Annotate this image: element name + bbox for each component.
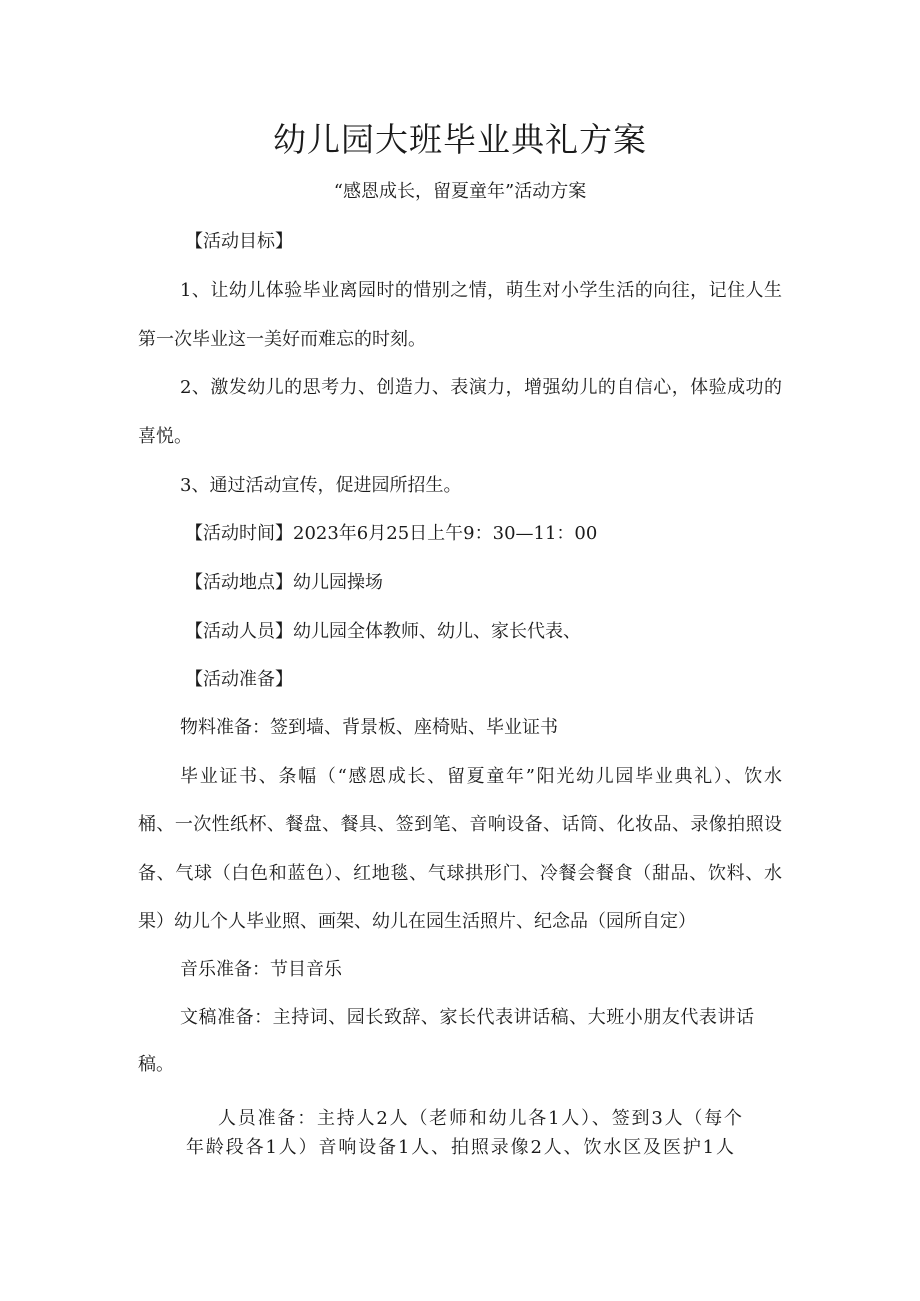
activity-location: 【活动地点】幼儿园操场 [185, 572, 383, 593]
goal-item-1-line-2: 第一次毕业这一美好而难忘的时刻。 [138, 329, 426, 350]
materials-list-line-2: 桶、一次性纸杯、餐盘、餐具、签到笔、音响设备、话筒、化妆品、录像拍照设 [138, 814, 782, 835]
document-title: 幼儿园大班毕业典礼方案 [273, 120, 647, 159]
goal-item-1-line-1: 1、让幼儿体验毕业离园时的惜别之情，萌生对小学生活的向往，记住人生 [180, 280, 782, 301]
goals-heading: 【活动目标】 [185, 231, 293, 252]
staff-preparation-line-1: 人员准备：主持人2人（老师和幼儿各1人）、签到3人（每个 [218, 1108, 742, 1129]
preparation-heading: 【活动准备】 [185, 669, 293, 690]
scripts-preparation-line-1: 文稿准备：主持词、园长致辞、家长代表讲话稿、大班小朋友代表讲话 [180, 1007, 754, 1028]
goal-item-2-line-1: 2、激发幼儿的思考力、创造力、表演力，增强幼儿的自信心，体验成功的 [180, 377, 782, 398]
materials-list-line-1: 毕业证书、条幅（“感恩成长、留夏童年”阳光幼儿园毕业典礼）、饮水 [180, 766, 782, 787]
staff-preparation-line-2: 年龄段各1人）音响设备1人、拍照录像2人、饮水区及医护1人 [186, 1137, 734, 1158]
materials-preparation: 物料准备：签到墙、背景板、座椅贴、毕业证书 [180, 717, 558, 738]
activity-participants: 【活动人员】幼儿园全体教师、幼儿、家长代表、 [185, 621, 581, 642]
goal-item-3: 3、通过活动宣传，促进园所招生。 [180, 475, 462, 496]
scripts-preparation-line-2: 稿。 [138, 1054, 174, 1075]
document-subtitle: “感恩成长，留夏童年”活动方案 [333, 181, 587, 202]
goal-item-2-line-2: 喜悦。 [138, 426, 192, 447]
music-preparation: 音乐准备：节目音乐 [180, 959, 342, 980]
materials-list-line-3: 备、气球（白色和蓝色）、红地毯、气球拱形门、冷餐会餐食（甜品、饮料、水 [138, 863, 782, 884]
activity-time: 【活动时间】2023年6月25日上午9：30—11：00 [185, 523, 598, 544]
materials-list-line-4: 果）幼儿个人毕业照、画架、幼儿在园生活照片、纪念品（园所自定） [138, 911, 696, 932]
